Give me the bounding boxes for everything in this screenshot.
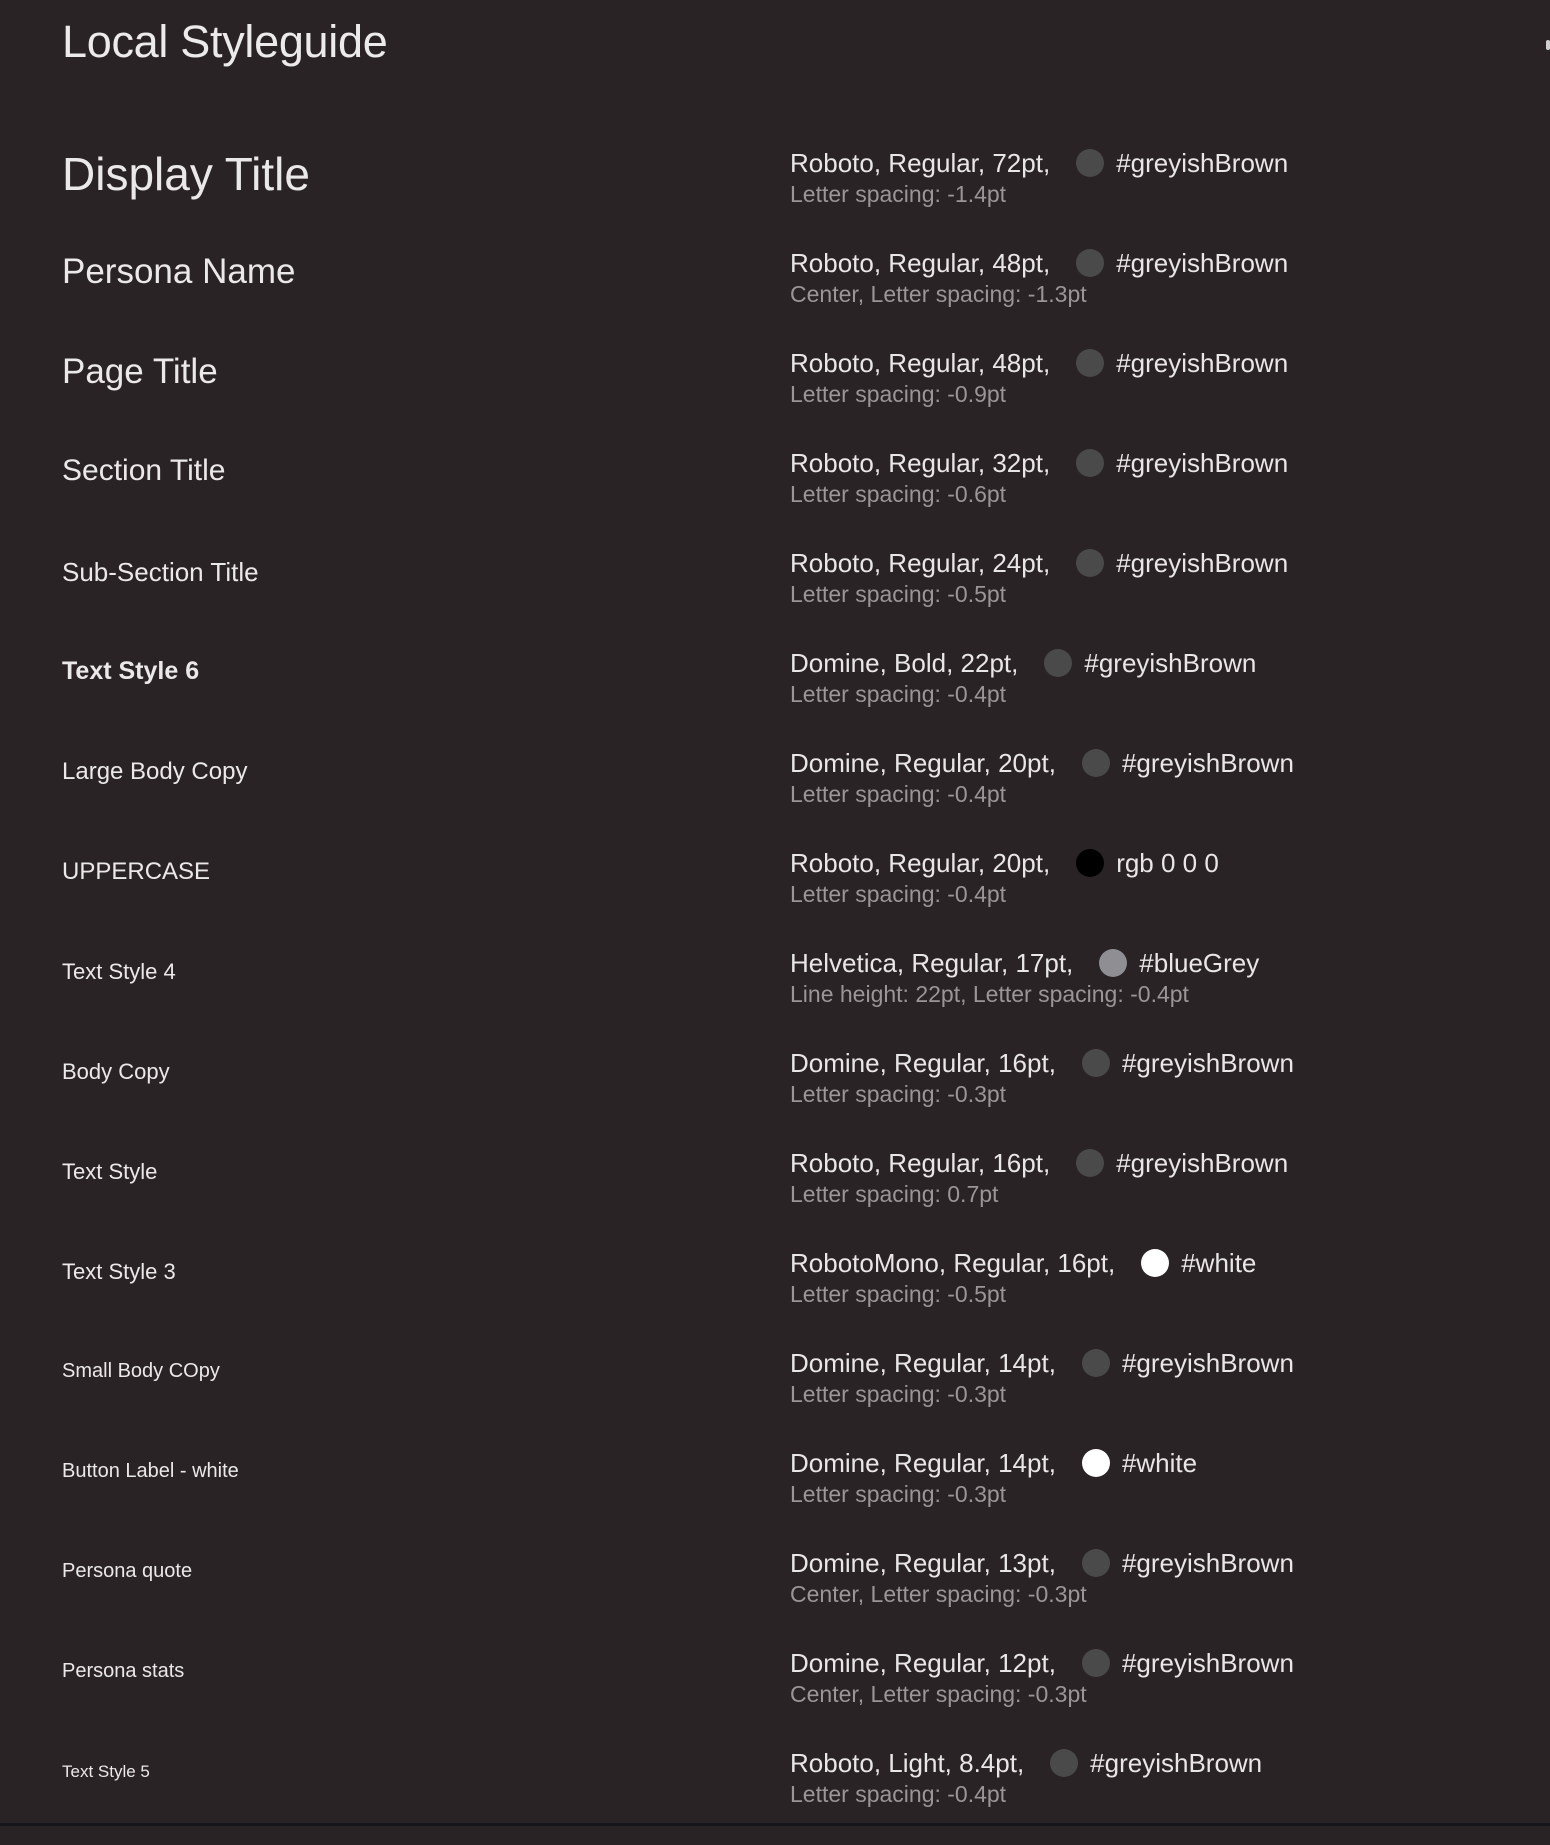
style-name: Large Body Copy — [62, 758, 248, 785]
color-swatch-icon — [1082, 749, 1110, 777]
style-row[interactable] — [0, 245, 1550, 345]
style-name: Persona Name — [62, 252, 296, 291]
color-name: #greyishBrown — [1116, 247, 1289, 278]
style-row[interactable] — [0, 745, 1550, 845]
style-name: Page Title — [62, 352, 218, 391]
style-row[interactable] — [0, 1345, 1550, 1445]
style-row[interactable] — [0, 945, 1550, 1045]
style-details: Letter spacing: -0.4pt — [790, 1781, 1007, 1807]
style-details: Letter spacing: -0.5pt — [790, 581, 1007, 607]
font-description: Domine, Regular, 20pt, — [790, 747, 1056, 778]
color-swatch-icon — [1050, 1749, 1078, 1777]
page-title: Local Styleguide — [62, 16, 388, 67]
font-description: Helvetica, Regular, 17pt, — [790, 947, 1074, 978]
font-description: Roboto, Regular, 32pt, — [790, 447, 1051, 478]
color-swatch-icon — [1082, 1649, 1110, 1677]
window-edge-handle — [1546, 40, 1550, 50]
style-details: Letter spacing: -0.4pt — [790, 781, 1007, 807]
style-name: Small Body COpy — [62, 1360, 220, 1382]
style-row[interactable] — [0, 1245, 1550, 1345]
style-spec — [790, 1545, 1294, 1609]
style-name: Sub-Section Title — [62, 557, 259, 587]
font-description: Roboto, Regular, 24pt, — [790, 547, 1051, 578]
style-name: Text Style — [62, 1159, 158, 1184]
color-swatch-icon — [1076, 549, 1104, 577]
style-details: Letter spacing: -0.6pt — [790, 481, 1007, 507]
font-description: RobotoMono, Regular, 16pt, — [790, 1247, 1116, 1278]
color-name: #greyishBrown — [1116, 147, 1289, 178]
color-name: #greyishBrown — [1084, 647, 1257, 678]
style-row[interactable] — [0, 1445, 1550, 1545]
font-description: Roboto, Regular, 48pt, — [790, 247, 1051, 278]
style-name: Persona quote — [62, 1560, 193, 1582]
color-name: #greyishBrown — [1121, 747, 1294, 778]
color-name: #white — [1121, 1447, 1198, 1478]
style-row[interactable] — [0, 345, 1550, 445]
style-row[interactable] — [0, 545, 1550, 645]
color-name: #greyishBrown — [1121, 1647, 1294, 1678]
style-name: Text Style 3 — [62, 1259, 176, 1284]
style-spec — [790, 245, 1288, 309]
color-name: #white — [1181, 1247, 1257, 1278]
font-description: Domine, Regular, 12pt, — [790, 1647, 1056, 1678]
style-name: Persona stats — [62, 1660, 185, 1682]
font-description: Domine, Regular, 14pt, — [790, 1347, 1056, 1378]
style-spec — [790, 1645, 1294, 1709]
style-details: Letter spacing: -0.3pt — [790, 1381, 1007, 1407]
color-name: #greyishBrown — [1116, 1147, 1289, 1178]
font-description: Domine, Bold, 22pt, — [790, 647, 1019, 678]
style-details: Letter spacing: -0.5pt — [790, 1281, 1007, 1307]
style-row[interactable] — [0, 845, 1550, 945]
color-name: #greyishBrown — [1121, 1547, 1294, 1578]
color-name: #greyishBrown — [1116, 447, 1289, 478]
font-description: Roboto, Light, 8.4pt, — [790, 1747, 1025, 1778]
style-spec — [790, 845, 1219, 909]
style-name: UPPERCASE — [62, 858, 211, 885]
style-name: Body Copy — [62, 1059, 170, 1084]
color-swatch-icon — [1076, 249, 1104, 277]
style-name: Display Title — [62, 148, 310, 200]
style-row[interactable] — [0, 1745, 1550, 1845]
style-spec — [790, 945, 1259, 1009]
color-name: #greyishBrown — [1116, 347, 1289, 378]
style-row[interactable] — [0, 145, 1550, 245]
style-spec — [790, 1445, 1197, 1509]
font-description: Roboto, Regular, 20pt, — [790, 847, 1051, 878]
style-spec — [790, 1045, 1294, 1109]
style-spec — [790, 445, 1288, 509]
style-spec — [790, 1745, 1262, 1809]
style-details: Letter spacing: -0.4pt — [790, 881, 1007, 907]
style-name: Text Style 4 — [62, 959, 176, 984]
color-name: #greyishBrown — [1116, 547, 1289, 578]
color-swatch-icon — [1082, 1349, 1110, 1377]
style-details: Line height: 22pt, Letter spacing: -0.4pt — [790, 981, 1189, 1007]
font-description: Roboto, Regular, 72pt, — [790, 147, 1051, 178]
style-details: Letter spacing: 0.7pt — [790, 1181, 999, 1207]
style-row[interactable] — [0, 1145, 1550, 1245]
color-swatch-icon — [1099, 949, 1127, 977]
color-swatch-icon — [1082, 1449, 1110, 1477]
style-spec — [790, 645, 1256, 709]
style-row[interactable] — [0, 1045, 1550, 1145]
style-details: Letter spacing: -1.4pt — [790, 181, 1007, 207]
font-description: Roboto, Regular, 16pt, — [790, 1147, 1051, 1178]
color-name: #greyishBrown — [1121, 1047, 1294, 1078]
font-description: Domine, Regular, 14pt, — [790, 1447, 1056, 1478]
style-row[interactable] — [0, 1545, 1550, 1645]
color-swatch-icon — [1141, 1249, 1169, 1277]
style-spec — [790, 545, 1288, 609]
style-name: Text Style 5 — [62, 1762, 150, 1781]
style-details: Letter spacing: -0.3pt — [790, 1081, 1007, 1107]
style-details: Center, Letter spacing: -0.3pt — [790, 1581, 1087, 1607]
style-details: Letter spacing: -0.9pt — [790, 381, 1007, 407]
color-swatch-icon — [1076, 849, 1104, 877]
color-name: #blueGrey — [1139, 947, 1260, 978]
color-swatch-icon — [1076, 349, 1104, 377]
color-swatch-icon — [1076, 149, 1104, 177]
color-name: #greyishBrown — [1121, 1347, 1294, 1378]
color-swatch-icon — [1044, 649, 1072, 677]
style-spec — [790, 145, 1288, 209]
style-details: Letter spacing: -0.3pt — [790, 1481, 1007, 1507]
color-swatch-icon — [1076, 449, 1104, 477]
color-swatch-icon — [1082, 1549, 1110, 1577]
style-row[interactable] — [0, 445, 1550, 545]
font-description: Domine, Regular, 13pt, — [790, 1547, 1056, 1578]
style-spec — [790, 1345, 1294, 1409]
font-description: Roboto, Regular, 48pt, — [790, 347, 1051, 378]
style-spec — [790, 345, 1288, 409]
style-spec — [790, 1145, 1288, 1209]
style-spec — [790, 1245, 1256, 1309]
style-spec — [790, 745, 1294, 809]
style-details: Center, Letter spacing: -1.3pt — [790, 281, 1087, 307]
color-swatch-icon — [1082, 1049, 1110, 1077]
color-swatch-icon — [1076, 1149, 1104, 1177]
style-row[interactable] — [0, 645, 1550, 745]
style-details: Letter spacing: -0.4pt — [790, 681, 1007, 707]
style-row[interactable] — [0, 1645, 1550, 1745]
style-name: Section Title — [62, 454, 226, 487]
style-name: Text Style 6 — [62, 657, 200, 685]
style-name: Button Label - white — [62, 1460, 239, 1482]
style-details: Center, Letter spacing: -0.3pt — [790, 1681, 1087, 1707]
color-name: rgb 0 0 0 — [1116, 847, 1219, 878]
font-description: Domine, Regular, 16pt, — [790, 1047, 1056, 1078]
color-name: #greyishBrown — [1090, 1747, 1263, 1778]
